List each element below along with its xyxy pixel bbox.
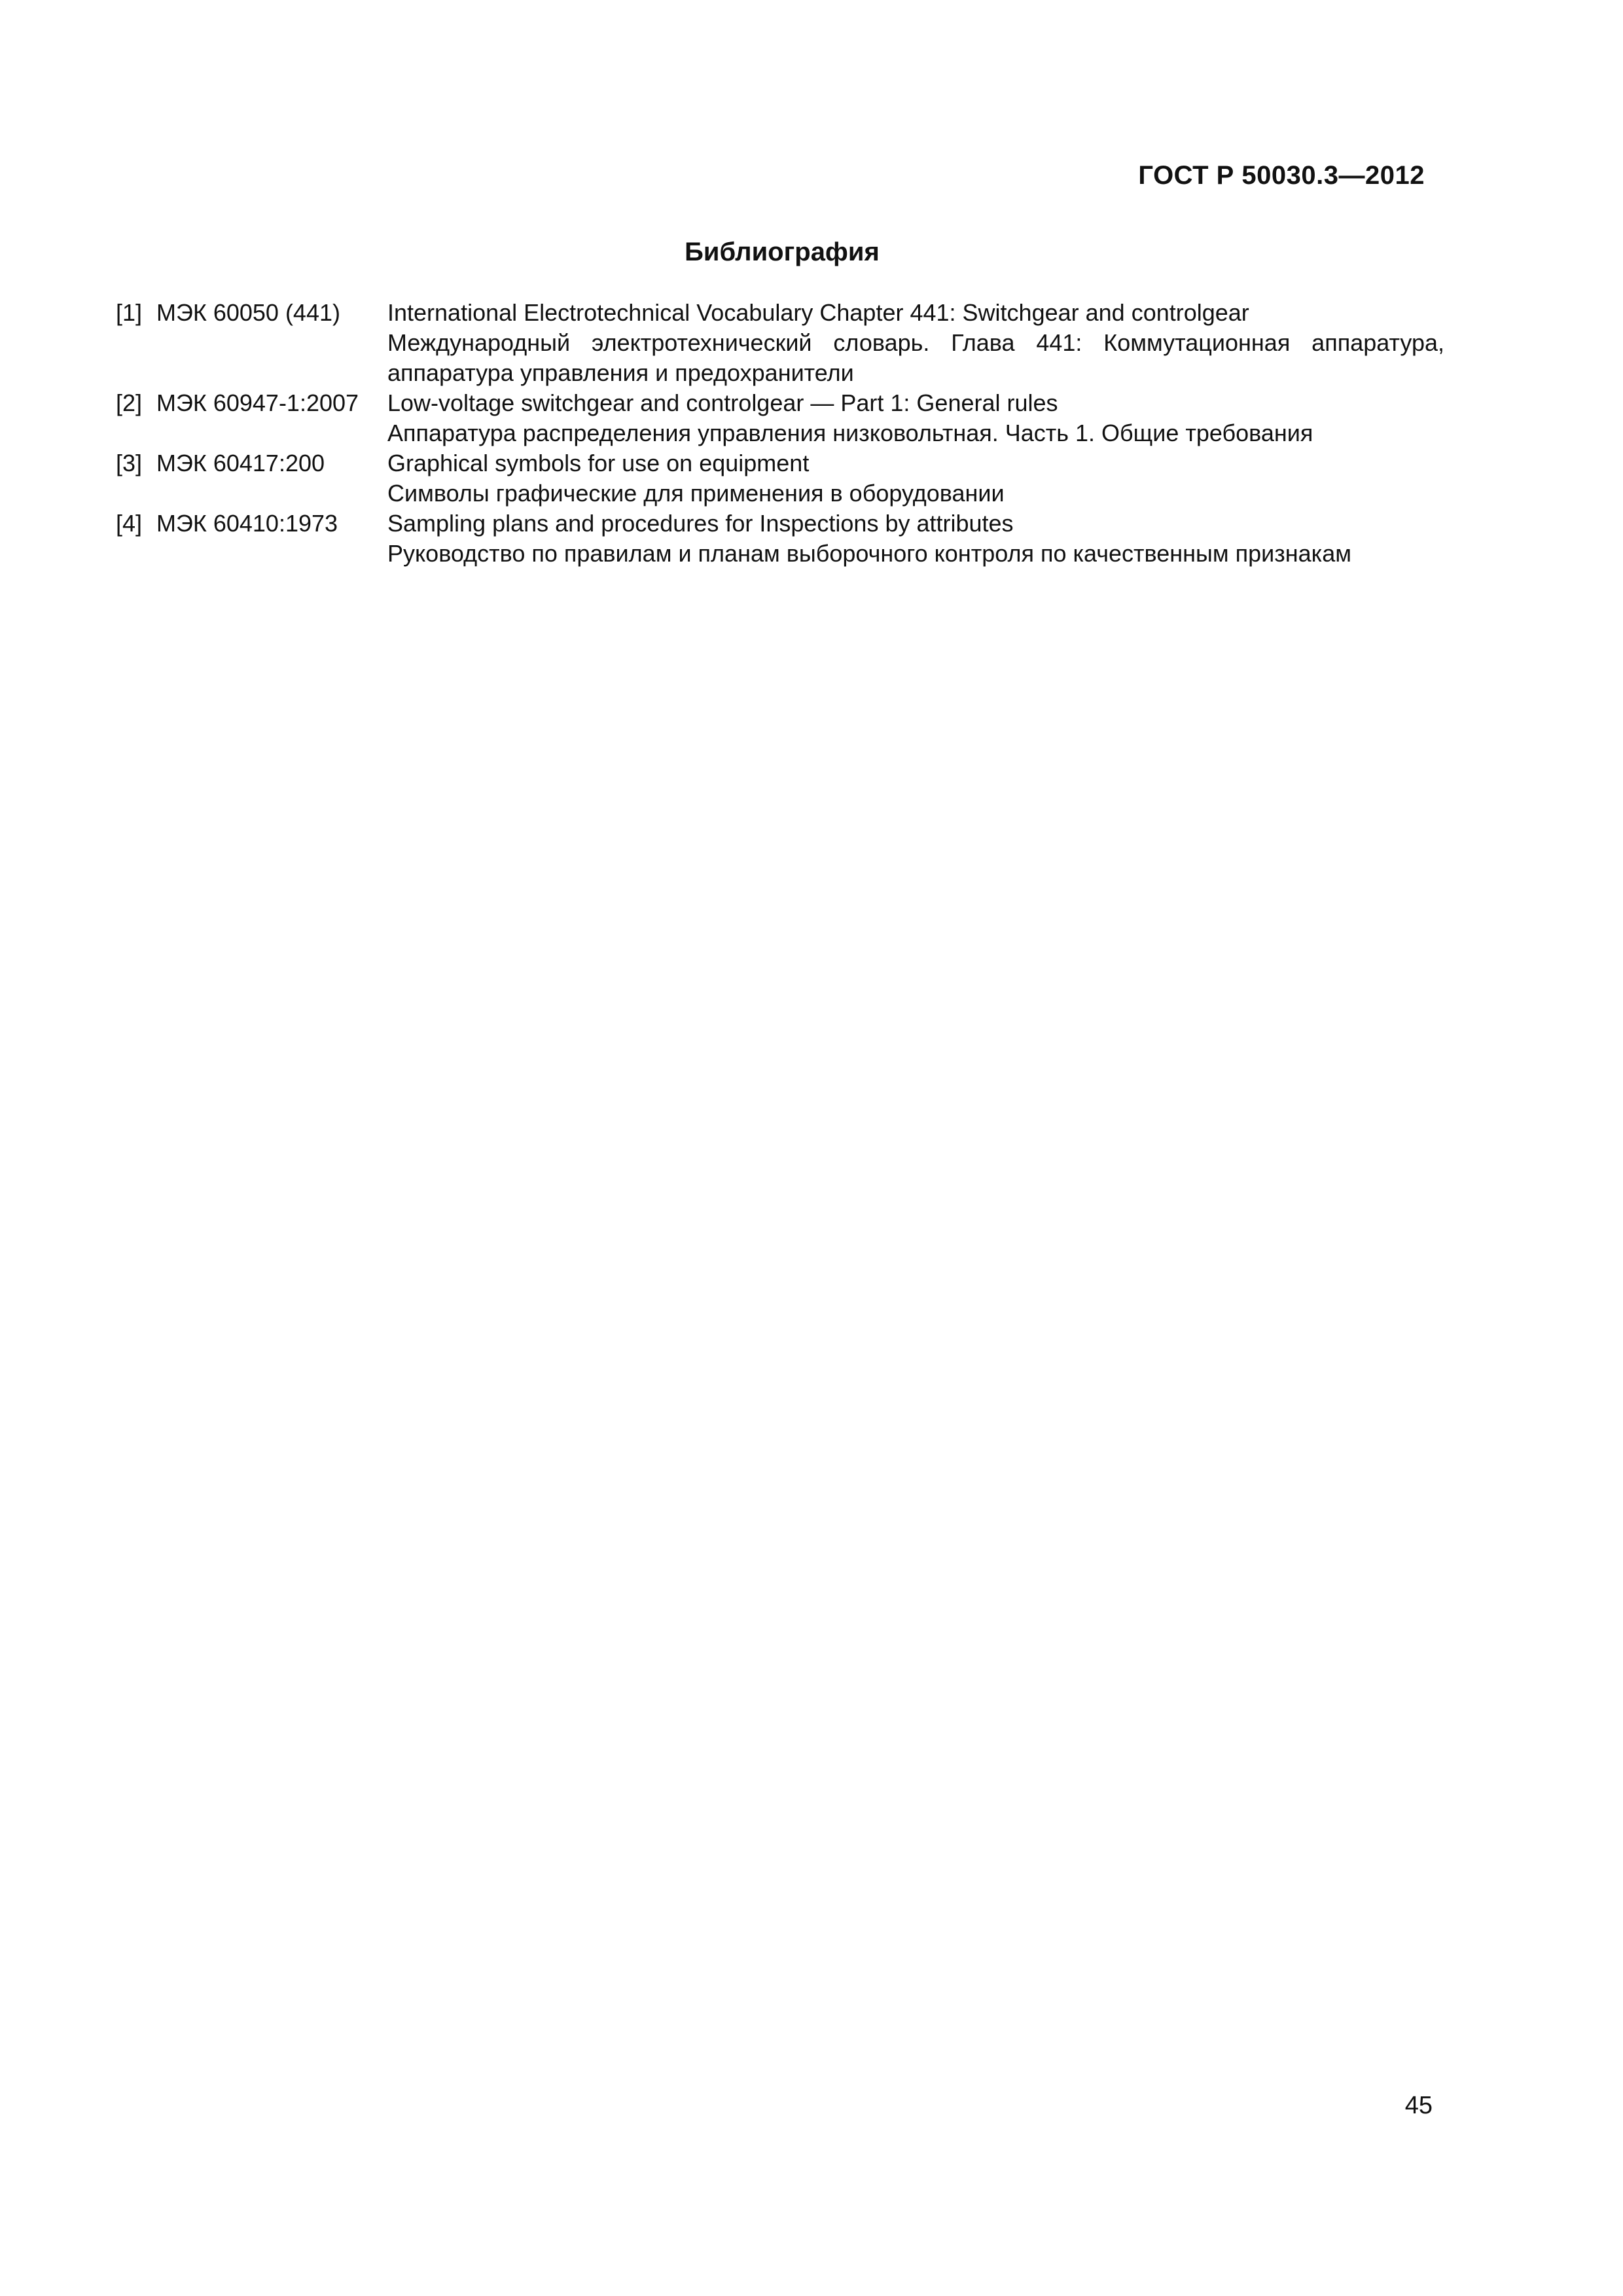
entry-standard: МЭК 60050 (441) (156, 299, 340, 326)
entry-description (387, 448, 1444, 509)
entry-title-ru: Международный электротехнический словарь. Глава 441: Коммутационная аппаратура, аппаратура управления и предохранители (387, 329, 1444, 386)
entry-title-ru: Символы графические для применения в оборудовании (387, 480, 1005, 507)
entry-description (387, 298, 1444, 388)
entry-number: [3] (116, 450, 143, 476)
entry-title-en: Sampling plans and procedures for Inspections by attributes (387, 510, 1014, 537)
entry-title-en: Graphical symbols for use on equipment (387, 450, 810, 476)
bibliography-entry-4 (116, 509, 1444, 569)
entry-reference (116, 509, 387, 539)
bibliography-list (116, 298, 1444, 569)
entry-standard: МЭК 60947-1:2007 (156, 389, 359, 416)
document-code: ГОСТ Р 50030.3—2012 (1138, 161, 1425, 190)
entry-reference (116, 298, 387, 328)
entry-title-ru: Руководство по правилам и планам выборочного контроля по качественным признакам (387, 540, 1351, 567)
bibliography-entry-3 (116, 448, 1444, 509)
entry-title-ru: Аппаратура распределения управления низковольтная. Часть 1. Общие требования (387, 420, 1313, 446)
entry-title-en: Low-voltage switchgear and controlgear — Part 1: General rules (387, 389, 1058, 416)
bibliography-title: Библиография (685, 238, 880, 266)
entry-standard: МЭК 60410:1973 (156, 510, 338, 537)
entry-number: [1] (116, 299, 143, 326)
entry-standard: МЭК 60417:200 (156, 450, 325, 476)
page-number: 45 (1404, 2092, 1433, 2119)
entry-description (387, 509, 1444, 569)
entry-reference (116, 388, 387, 418)
entry-description (387, 388, 1444, 448)
bibliography-entry-2 (116, 388, 1444, 448)
entry-number: [4] (116, 510, 143, 537)
entry-reference (116, 448, 387, 478)
entry-number: [2] (116, 389, 143, 416)
bibliography-entry-1 (116, 298, 1444, 388)
entry-title-en: International Electrotechnical Vocabulary Chapter 441: Switchgear and controlgear (387, 299, 1249, 326)
